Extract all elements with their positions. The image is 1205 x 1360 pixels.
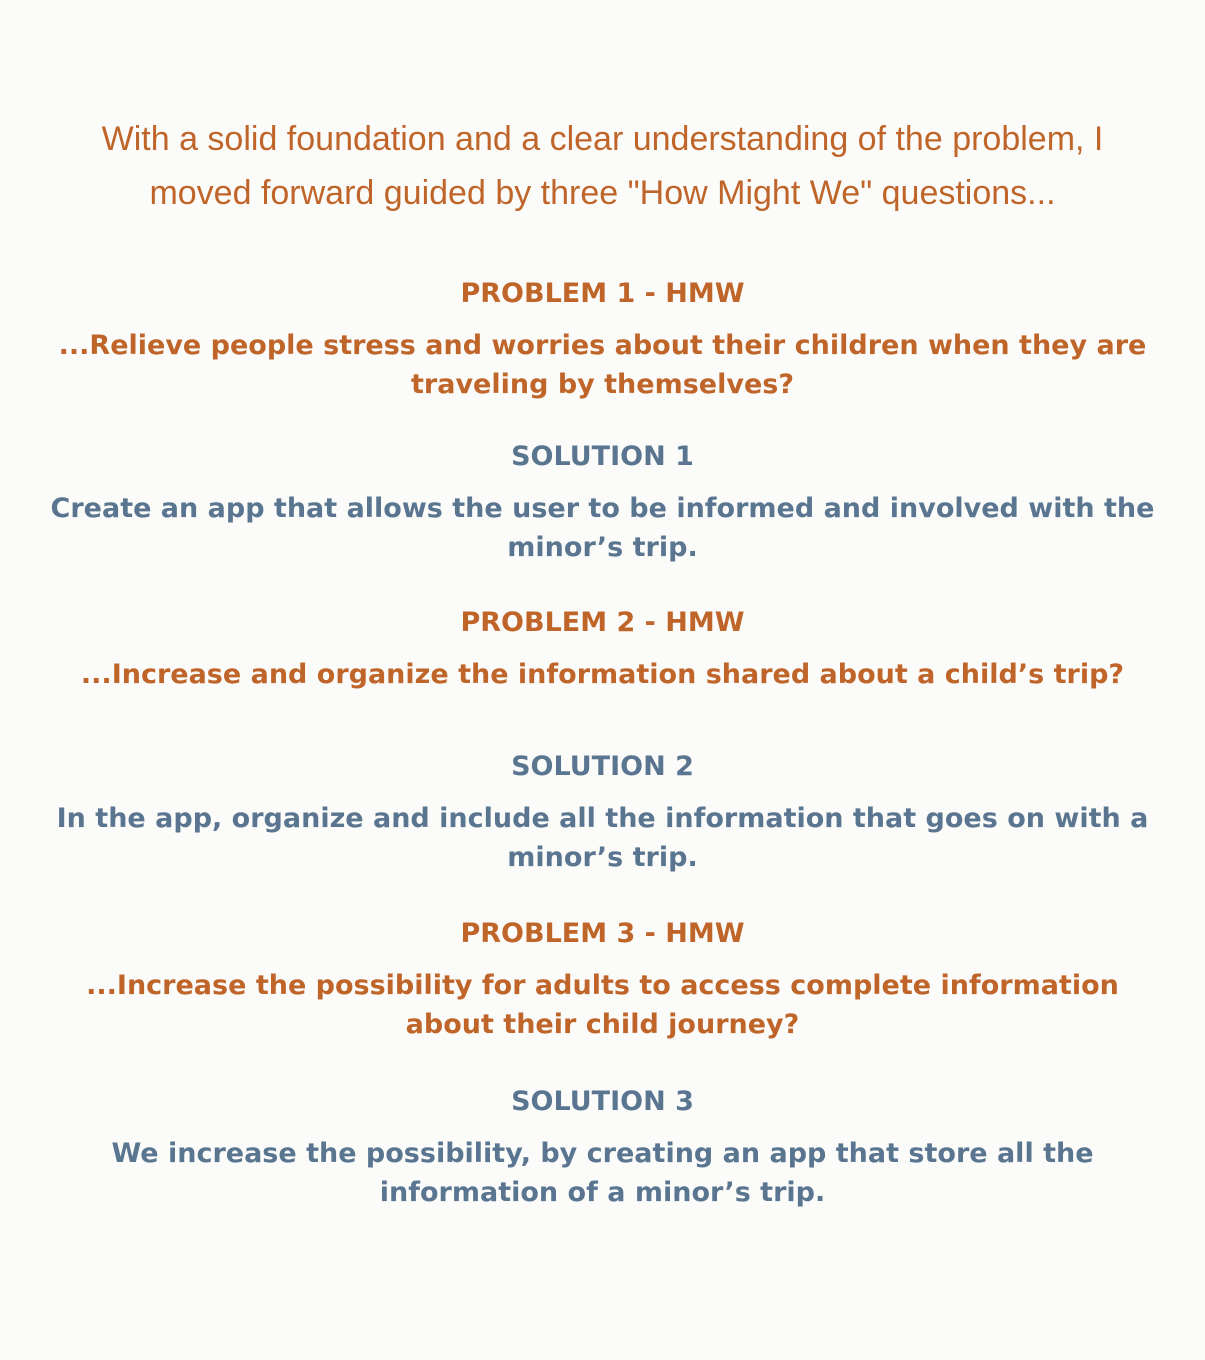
problem-3-label: PROBLEM 3 - HMW (460, 918, 745, 949)
solution-3-label: SOLUTION 3 (511, 1086, 694, 1117)
problem-2-label: PROBLEM 2 - HMW (460, 607, 745, 638)
problem-3-text: ...Increase the possibility for adults to access complete information about their child journey? (86, 970, 1119, 1040)
solution-3-text: We increase the possibility, by creating an app that store all the information of a minor’s trip. (111, 1138, 1094, 1208)
problem-1-text: ...Relieve people stress and worries about their children when they are traveling by themselves? (58, 330, 1147, 400)
solution-1-text: Create an app that allows the user to be informed and involved with the minor’s trip. (50, 493, 1155, 563)
solution-2-text: In the app, organize and include all the information that goes on with a minor’s trip. (56, 803, 1149, 873)
solution-2-label: SOLUTION 2 (511, 751, 694, 782)
intro-text: With a solid foundation and a clear understanding of the problem, I moved forward guided by three "How Might We" questions... (101, 120, 1104, 212)
problem-2-text: ...Increase and organize the information shared about a child’s trip? (80, 659, 1125, 690)
problem-1-label: PROBLEM 1 - HMW (460, 278, 745, 309)
solution-1-label: SOLUTION 1 (511, 441, 694, 472)
